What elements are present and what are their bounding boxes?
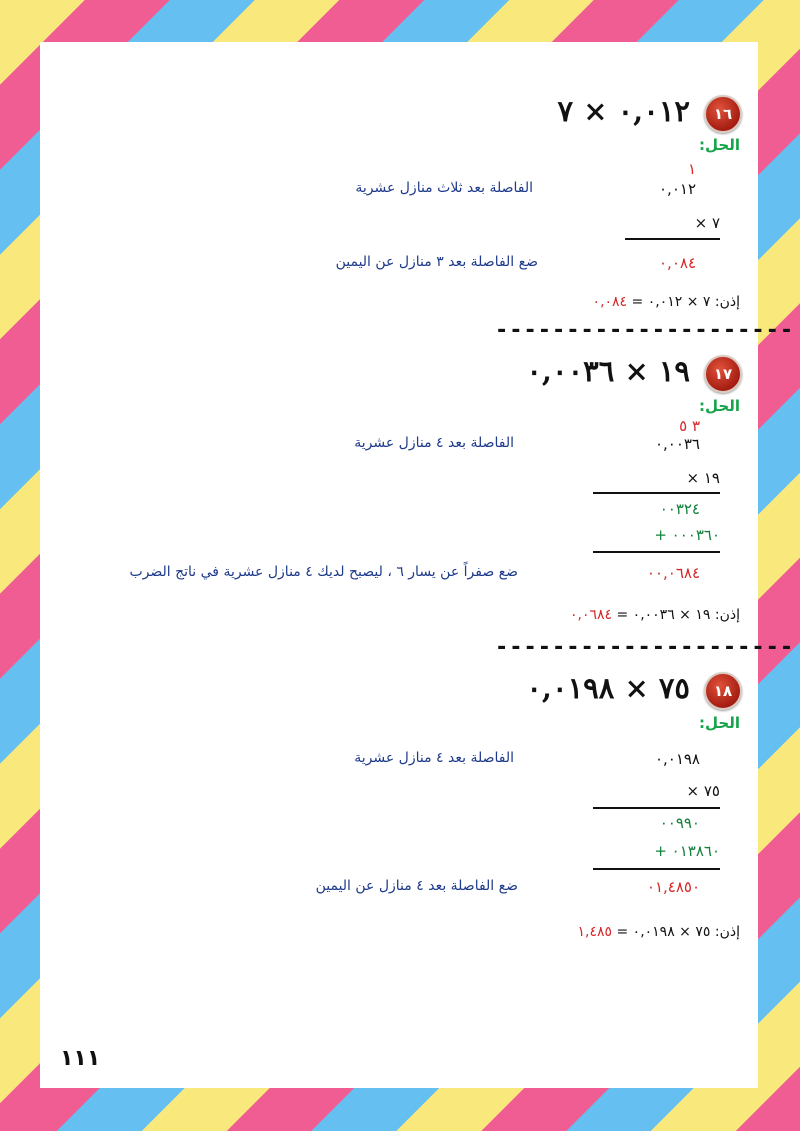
solution-label: الحل: [699, 397, 740, 415]
answer-lhs: ٧ × ٠,٠١٢ = [631, 294, 711, 310]
problem-number-badge [704, 95, 742, 133]
product: ٠٠,٠٦٨٤ [646, 564, 700, 582]
answer-lhs: ١٩ × ٠,٠٠٣٦ = [616, 607, 711, 623]
solution-label: الحل: [699, 136, 740, 154]
placement-note: ضع صفراً عن يسار ٦ ، ليصبح لديك ٤ منازل عشرية في ناتج الضرب [129, 564, 518, 580]
partial-product: ٠٠٣٢٤ [659, 500, 700, 518]
separator: --------------------- [495, 318, 795, 343]
problem-number: ١٨ [713, 682, 733, 700]
product: ٠,٠٨٤ [659, 254, 696, 272]
carry-digits: ٣ ٥ [679, 417, 700, 435]
partial-product: + ٠١٣٨٦٠ [654, 842, 720, 860]
product: ٠١,٤٨٥٠ [646, 878, 700, 896]
multiplicand: ٠,٠١٢ [659, 180, 696, 198]
page-number: ١١١ [60, 1046, 101, 1071]
multiplicand: ٠,٠١٩٨ [654, 750, 700, 768]
decimal-note: الفاصلة بعد ثلاث منازل عشرية [355, 180, 533, 196]
addition-line [593, 551, 720, 553]
multiplication-line [625, 238, 720, 240]
answer-line [570, 607, 740, 623]
problem-number: ١٧ [713, 365, 733, 383]
answer-value: ٠,٠٨٤ [592, 294, 628, 310]
problem-expression: ١٩ × ٠,٠٠٣٦ [526, 354, 690, 388]
multiplication-line [593, 807, 720, 809]
multiplier: × ٧ [694, 214, 720, 232]
problem-expression: ٧٥ × ٠,٠١٩٨ [526, 671, 690, 705]
page [40, 42, 795, 1088]
decimal-note: الفاصلة بعد ٤ منازل عشرية [354, 750, 514, 766]
answer-prefix: إذن: [714, 294, 740, 310]
problem-number: ١٦ [713, 105, 733, 123]
placement-note: ضع الفاصلة بعد ٤ منازل عن اليمين [315, 878, 518, 894]
multiplier: × ١٩ [686, 469, 720, 487]
decimal-note: الفاصلة بعد ٤ منازل عشرية [354, 435, 514, 451]
multiplicand: ٠,٠٠٣٦ [654, 435, 700, 453]
problem-number-badge [704, 672, 742, 710]
addition-line [593, 868, 720, 870]
answer-prefix: إذن: [714, 924, 740, 940]
placement-note: ضع الفاصلة بعد ٣ منازل عن اليمين [335, 254, 538, 270]
answer-prefix: إذن: [714, 607, 740, 623]
multiplier: × ٧٥ [686, 782, 720, 800]
answer-value: ٠,٠٦٨٤ [569, 607, 613, 623]
problem-expression: ٠,٠١٢ × ٧ [557, 94, 690, 128]
answer-lhs: ٧٥ × ٠,٠١٩٨ = [616, 924, 711, 940]
partial-product: + ٠٠٠٣٦٠ [654, 526, 720, 544]
partial-product: ٠٠٩٩٠ [659, 814, 700, 832]
answer-line [578, 924, 741, 940]
solution-label: الحل: [699, 714, 740, 732]
answer-line [593, 294, 740, 310]
problem-number-badge [704, 355, 742, 393]
multiplication-line [593, 492, 720, 494]
carry-digits: ١ [687, 160, 696, 178]
answer-value: ١,٤٨٥ [577, 924, 613, 940]
separator: --------------------- [495, 635, 795, 660]
